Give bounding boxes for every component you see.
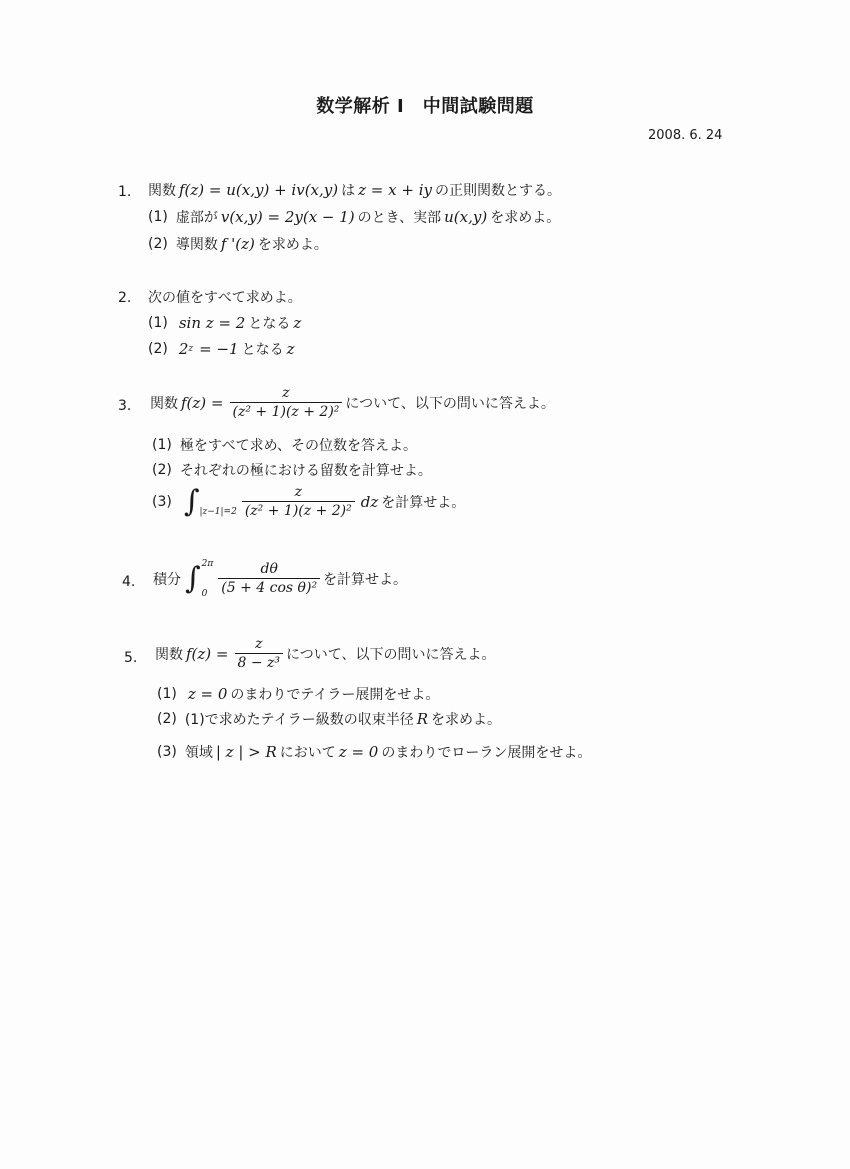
question-3-part-2 xyxy=(152,460,432,480)
exam-date: 2008. 6. 24 xyxy=(648,128,723,143)
question-1-part-2 xyxy=(148,234,328,254)
q5-denominator: 8 − z³ xyxy=(235,653,284,672)
part-label: (1) xyxy=(157,686,177,702)
q1-text: は xyxy=(341,183,356,199)
part-label: (1) xyxy=(148,209,168,225)
q5-2-text: (1)で求めたテイラー級数の収束半径 xyxy=(184,712,414,728)
contour-integral-sign xyxy=(183,484,237,519)
q3-text: 関数 xyxy=(150,396,178,412)
q4-text: 積分 xyxy=(153,572,181,588)
question-2-part-1 xyxy=(148,313,304,333)
q5-text: について、以下の問いに答えよ。 xyxy=(286,647,496,663)
question-3-statement xyxy=(150,385,555,421)
q3-3-denominator: (z² + 1)(z + 2)² xyxy=(242,501,355,520)
q3-numerator: z xyxy=(282,385,290,401)
question-2-part-2 xyxy=(148,339,298,359)
q3-3-text: を計算せよ。 xyxy=(381,495,466,511)
question-1-number: 1. xyxy=(118,184,132,200)
question-3-part-1 xyxy=(152,435,417,455)
question-2-number: 2. xyxy=(118,290,132,306)
q1-variable-expr: z = x + iy xyxy=(358,181,432,199)
q3-fraction xyxy=(230,385,343,421)
q3-denominator: (z² + 1)(z + 2)² xyxy=(230,402,343,421)
q5-3-point: z = 0 xyxy=(338,743,379,761)
q4-fraction xyxy=(218,561,320,597)
q3-function-expr: f(z) = xyxy=(181,394,224,412)
q1-1-text: のとき、実部 xyxy=(357,210,442,226)
q5-function-expr: f(z) = xyxy=(186,645,229,663)
q5-3-region: | z | > R xyxy=(215,743,277,761)
q5-3-text: において xyxy=(279,745,336,761)
q3-3-fraction xyxy=(242,484,355,520)
integral-icon: ∫ xyxy=(185,561,201,596)
question-2-statement xyxy=(148,287,302,307)
question-4-number: 4. xyxy=(122,574,136,590)
question-3-part-3 xyxy=(152,484,465,520)
q1-1-text: 虚部が xyxy=(175,210,218,226)
question-5-statement xyxy=(155,636,495,672)
part-label: (2) xyxy=(152,462,172,478)
question-4-statement xyxy=(153,559,407,599)
q3-text: について、以下の問いに答えよ。 xyxy=(345,396,555,412)
question-1-part-1 xyxy=(148,207,560,227)
part-label: (2) xyxy=(148,236,168,252)
q4-denominator: (5 + 4 cos θ)² xyxy=(218,578,320,597)
q3-3-differential: dz xyxy=(360,493,379,511)
q5-2-text: を求めよ。 xyxy=(431,712,501,728)
q3-2-text: それぞれの極における留数を計算せよ。 xyxy=(179,463,432,479)
integral-icon: ∫ xyxy=(183,484,200,519)
integral-limits xyxy=(202,559,214,599)
q5-1-point: z = 0 xyxy=(187,685,228,703)
q2-2-text: となる xyxy=(241,342,284,358)
question-5-part-1 xyxy=(157,684,439,704)
question-5-number: 5. xyxy=(124,650,138,666)
q1-2-text: 導関数 xyxy=(175,237,218,253)
part-label: (1) xyxy=(148,315,168,331)
question-3-number: 3. xyxy=(118,398,132,414)
q1-text: の正則関数とする。 xyxy=(434,183,561,199)
q5-1-text: のまわりでテイラー展開をせよ。 xyxy=(230,687,440,703)
q5-3-text: のまわりでローラン展開をせよ。 xyxy=(381,745,592,761)
part-label: (2) xyxy=(157,711,177,727)
part-label: (1) xyxy=(152,437,172,453)
q5-fraction xyxy=(235,636,284,672)
question-5-part-2 xyxy=(157,709,501,729)
q2-1-text: となる xyxy=(248,316,291,332)
q2-2-base: 2 xyxy=(178,340,189,358)
q1-2-text: を求めよ。 xyxy=(257,237,328,253)
q2-2-exponent: z xyxy=(188,344,194,354)
q1-function-expr: f(z) = u(x,y) + iv(x,y) xyxy=(179,181,339,199)
q2-2-variable: z xyxy=(286,340,295,358)
q5-text: 関数 xyxy=(155,647,183,663)
question-5-part-3 xyxy=(157,742,591,762)
q1-text: 関数 xyxy=(148,183,176,199)
q1-1-real-expr: u(x,y) xyxy=(444,208,488,226)
q5-numerator: z xyxy=(255,636,263,652)
q3-3-numerator: z xyxy=(294,484,302,500)
q1-1-text: を求めよ。 xyxy=(490,210,561,226)
q4-lower-limit: 0 xyxy=(201,589,208,599)
q4-numerator: dθ xyxy=(260,561,278,577)
q1-2-derivative-expr: f '(z) xyxy=(220,235,255,253)
q4-text: を計算せよ。 xyxy=(323,572,408,588)
q3-3-contour: |z−1|=2 xyxy=(199,507,237,517)
part-label: (3) xyxy=(152,494,172,510)
definite-integral-sign xyxy=(185,559,213,599)
part-label: (3) xyxy=(157,744,177,760)
q5-3-text: 領域 xyxy=(184,745,213,761)
q4-upper-limit: 2π xyxy=(201,559,214,569)
q5-2-radius: R xyxy=(416,710,428,728)
q2-1-equation: sin z = 2 xyxy=(178,314,246,332)
part-label: (2) xyxy=(148,341,168,357)
q2-2-equation: = −1 xyxy=(199,340,239,358)
page-title: 数学解析 I 中間試験問題 xyxy=(316,96,534,117)
question-1-statement xyxy=(148,180,561,200)
q3-1-text: 極をすべて求め、その位数を答えよ。 xyxy=(179,438,418,454)
q2-1-variable: z xyxy=(293,314,302,332)
q1-1-imag-expr: v(x,y) = 2y(x − 1) xyxy=(220,208,355,226)
q2-text: 次の値をすべて求めよ。 xyxy=(148,290,302,306)
